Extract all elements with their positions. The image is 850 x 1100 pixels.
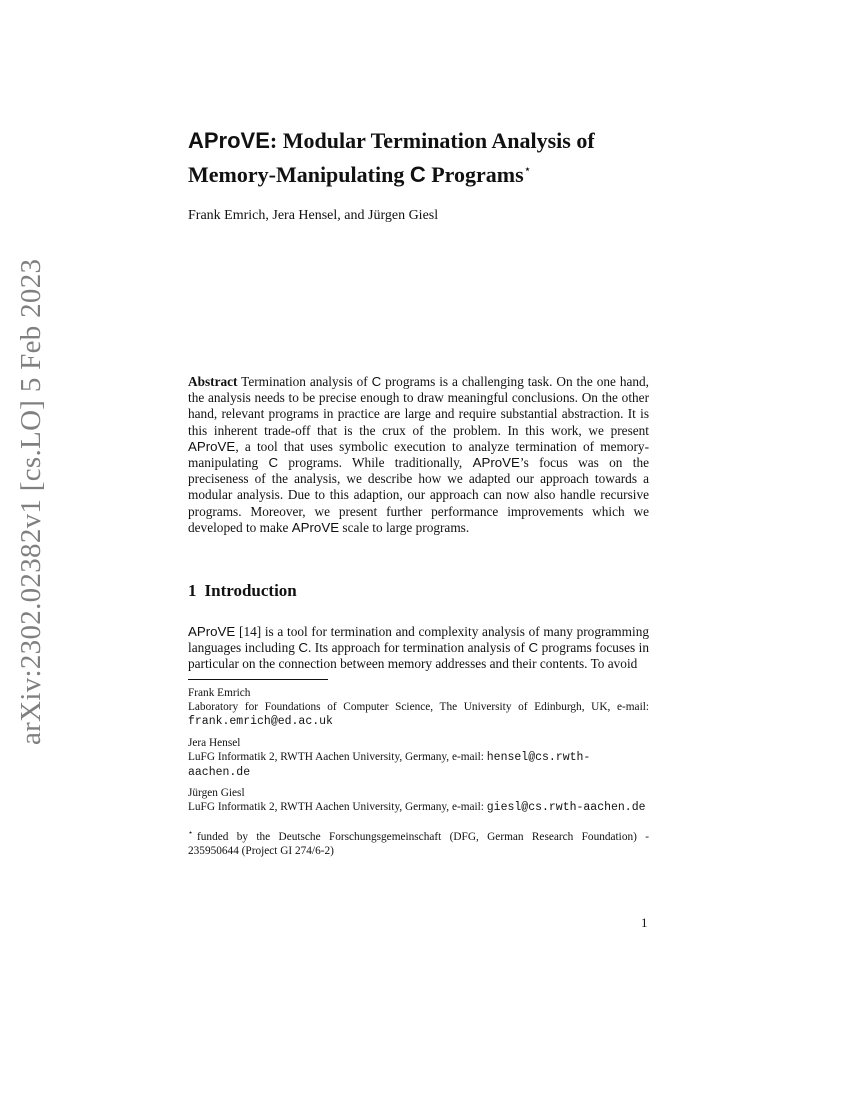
page-number: 1 <box>641 915 648 930</box>
abstract-label: Abstract <box>188 374 238 389</box>
affiliation-footnote <box>188 786 649 815</box>
affiliation-author-name: Frank Emrich <box>188 687 251 699</box>
title-tool-name: AProVE <box>188 128 270 153</box>
abstract-text: programs. While traditionally, <box>278 455 473 471</box>
abstract-text: scale to large programs. <box>339 519 470 535</box>
title-footnote-marker: ⋆ <box>523 162 532 176</box>
funding-footnote-marker: ⋆ <box>188 827 194 837</box>
section-heading-introduction <box>188 581 297 601</box>
title-language-name: C <box>409 162 426 187</box>
title-text-line2-pre: Memory-Manipulating <box>188 162 410 187</box>
abstract-text: , a tool that uses symbolic execution to analyze termination of memory-manipulating <box>188 438 649 471</box>
email-link[interactable]: hensel@cs.rwth-aachen.de <box>188 750 591 780</box>
abstract <box>188 374 649 536</box>
section-title: Introduction <box>204 581 297 600</box>
abstract-tool-name: AProVE <box>472 455 520 471</box>
affiliation-text: LuFG Informatik 2, RWTH Aachen University, Germany, e-mail: <box>188 750 487 763</box>
abstract-lang-name: C <box>268 455 279 471</box>
affiliation-footnote <box>188 686 649 730</box>
title-text-line2-post: Programs <box>425 162 524 187</box>
affiliation-text: LuFG Informatik 2, RWTH Aachen University, Germany, e-mail: <box>188 801 487 814</box>
intro-lang-name: C <box>528 640 539 656</box>
affiliation-details <box>188 700 649 729</box>
intro-text: . Its approach for termination analysis of <box>307 640 529 656</box>
affiliation-author-name: Jürgen Giesl <box>188 787 245 800</box>
paper-title <box>188 127 668 189</box>
affiliation-author-name: Jera Hensel <box>188 736 241 749</box>
funding-text: funded by the Deutsche Forschungsgemeinschaft (DFG, German Research Foundation) - 235950644 (Project GI 274/6-2) <box>188 830 649 857</box>
abstract-text: Termination analysis of <box>237 374 372 389</box>
section-number: 1 <box>188 581 197 600</box>
intro-text: programs focuses in particular on the connection between memory addresses and their contents. To avoid <box>188 640 649 672</box>
abstract-tool-name: AProVE <box>291 519 340 535</box>
email-link[interactable]: frank.emrich@ed.ac.uk <box>188 715 333 729</box>
intro-lang-name: C <box>298 640 308 656</box>
email-link[interactable]: giesl@cs.rwth-aachen.de <box>486 801 646 815</box>
footnote-separator <box>188 679 328 680</box>
abstract-lang-name: C <box>371 374 382 389</box>
abstract-text: ’s focus was on the preciseness of the analysis, we describe how we adapted our approach towards a modular analysis. Due to this adaption, our approach can now also handle recursive programs. Moreover, we present further performance improvements which we developed to make <box>188 455 650 535</box>
funding-footnote <box>188 826 649 858</box>
affiliation-details <box>188 800 649 815</box>
affiliation-details <box>188 750 649 780</box>
arxiv-identifier-stamp: arXiv:2302.02382v1 [cs.LO] 5 Feb 2023 <box>15 258 47 745</box>
affiliation-text: Laboratory for Foundations of Computer Science, The University of Edinburgh, UK, e-mail: <box>188 701 649 714</box>
introduction-paragraph <box>188 624 649 673</box>
footnotes <box>188 686 649 858</box>
affiliation-footnote <box>188 736 649 781</box>
author-list: Frank Emrich, Jera Hensel, and Jürgen Giesl <box>188 208 439 223</box>
intro-tool-name: AProVE <box>188 624 236 639</box>
abstract-tool-name: AProVE <box>188 438 236 454</box>
intro-text: [14] is a tool for termination and complexity analysis of many programming languages including <box>188 624 649 656</box>
title-text-line1: : Modular Termination Analysis of <box>269 128 595 153</box>
abstract-text: programs is a challenging task. On the one hand, the analysis needs to be precise enough to draw meaningful conclusions. On the other hand, relevant programs in practice are large and require substantial abstraction. It is this inherent trade-off that is the crux of the problem. In this work, we present <box>188 374 649 438</box>
